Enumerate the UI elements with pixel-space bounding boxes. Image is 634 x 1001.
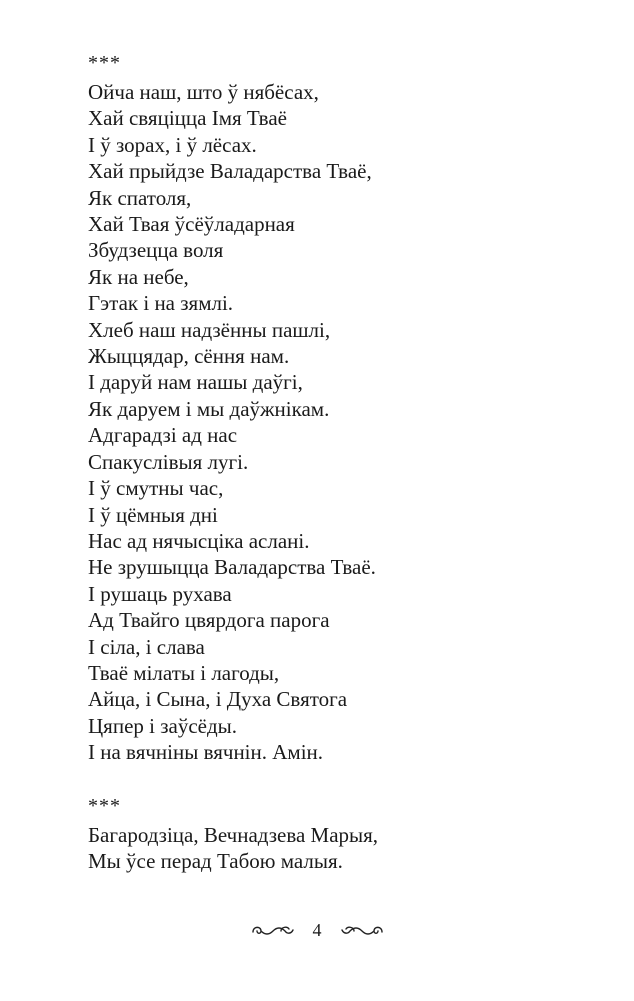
poem-line: Як на небе, [88,264,189,289]
poem-line: Ойча наш, што ў нябёсах, [88,80,319,104]
poem-line: Айца, і Сына, і Духа Святога [88,687,348,712]
poem-line: Цяпер і заўсёды. [88,713,238,738]
page-number: 4 [312,920,322,940]
poem-line: Гэтак і на зямлі. [88,291,234,316]
poem-line: І даруй нам нашы даўгі, [88,370,303,395]
poem-line: Нас ад нячысціка аслані. [88,528,310,553]
poem-line: Адгарадзі ад нас [88,423,238,448]
poem-line: Ад Твайго цвярдога парога [88,608,330,633]
poem-line: Хлеб наш надзённы пашлі, [88,317,331,342]
poem-line: Хай Твая ўсёўладарная [88,212,295,237]
poem-line: І ў зорах, і ў лёсах. [88,132,257,157]
poem-line: Тваё мілаты і лагоды, [88,660,280,685]
poem-text [88,79,588,766]
poem-line: І рушаць рухава [88,581,232,606]
poem-line: Мы ўсе перад Табою малыя. [88,849,343,874]
poem-line: Спакуслівыя лугі. [88,449,249,474]
swirl-ornament-left-icon [251,922,295,938]
poem-line: І на вячніны вячнін. Амін. [88,740,324,765]
poem-line: Як спатоля, [88,185,192,210]
poem-line: І ў смутны час, [88,476,224,501]
poem-line: Збудзецца воля [88,238,224,263]
poem-line: Жыццядар, сёння нам. [88,344,290,369]
poem-line: Хай свяціцца Імя Тваё [88,106,287,131]
poem-line: Як даруем і мы даўжнікам. [88,396,330,421]
poem-line: Не зрушыцца Валадарства Тваё. [88,555,376,580]
poem-line: І сіла, і слава [88,634,205,659]
poem-hail-mary [88,796,588,875]
section-separator: *** [88,795,121,817]
page-footer [0,918,634,942]
poem-line: Багародзіца, Вечнадзева Марыя, [88,823,379,847]
swirl-ornament-right-icon [340,922,384,938]
poem-our-father [88,53,588,766]
section-separator: *** [88,52,121,74]
poem-line: Хай прыйдзе Валадарства Тваё, [88,159,372,184]
poem-line: І ў цёмныя дні [88,502,218,527]
poem-text [88,822,588,875]
